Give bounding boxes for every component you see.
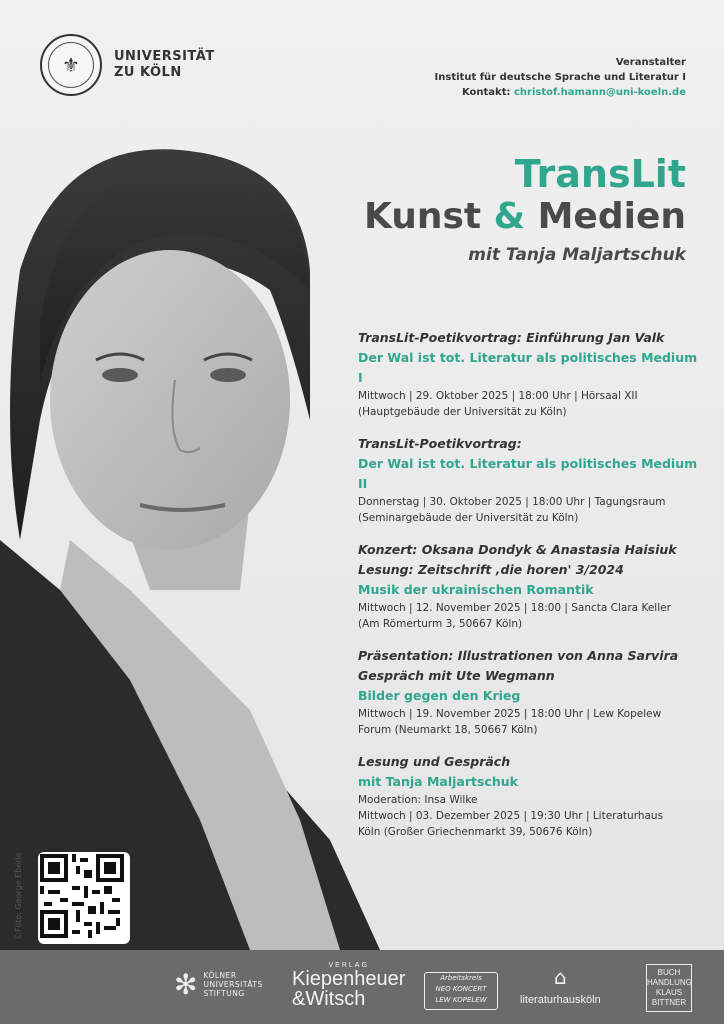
sponsor-lew-kopelew[interactable] <box>424 972 498 1010</box>
event-title: Bilder gegen den Krieg <box>358 688 521 703</box>
event-title: Der Wal ist tot. Literatur als politisches Medium II <box>358 456 698 491</box>
event-kicker: Konzert: Oksana Dondyk & Anastasia Haisiuk <box>358 542 677 557</box>
event-list <box>358 328 698 854</box>
title-translit: TransLit <box>514 152 686 196</box>
kopelew-line2: NEO KONCERT <box>435 985 487 993</box>
event-kicker-2: Lesung: Zeitschrift ‚die horen' 3/2024 <box>358 562 624 577</box>
organiser-institute: Institut für deutsche Sprache und Literatur I <box>434 72 686 83</box>
kiwi-name-2: &Witsch <box>292 988 366 1010</box>
event-info: Mittwoch | 29. Oktober 2025 | 18:00 Uhr | Hörsaal XII <box>358 390 638 402</box>
event-title: mit Tanja Maljartschuk <box>358 774 518 789</box>
title-medien: Medien <box>525 196 686 237</box>
stiftung-name <box>203 971 262 998</box>
event-location: (Hauptgebäude der Universität zu Köln) <box>358 406 567 418</box>
sponsor-literaturhaus-koeln[interactable] <box>520 966 601 1007</box>
kopelew-line1: Arbeitskreis <box>440 974 482 982</box>
event-info: Mittwoch | 03. Dezember 2025 | 19:30 Uhr | Literaturhaus <box>358 810 664 822</box>
literaturhaus-name: literaturhausköln <box>520 994 601 1006</box>
bittner-line1: BUCH <box>657 968 681 977</box>
sponsor-klaus-bittner[interactable] <box>646 964 692 1012</box>
stiftung-line3: STIFTUNG <box>203 989 245 998</box>
bittner-line3: KLAUS <box>655 988 683 997</box>
portrait-photo <box>0 120 420 950</box>
university-logo[interactable] <box>40 34 215 96</box>
event-kicker: Präsentation: Illustrationen von Anna Sarvira <box>358 648 679 663</box>
event-location: (Seminargebäude der Universität zu Köln) <box>358 512 579 524</box>
event-kicker: TransLit-Poetikvortrag: Einführung Jan Valk <box>358 330 665 345</box>
event-kicker: Lesung und Gespräch <box>358 754 511 769</box>
contact-label: Kontakt: <box>461 87 511 98</box>
event-title: Musik der ukrainischen Romantik <box>358 582 594 597</box>
title-kunst-medien <box>364 196 686 238</box>
house-icon: ⌂ <box>554 965 567 989</box>
event-item <box>358 434 698 526</box>
event-kicker-2: Gespräch mit Ute Wegmann <box>358 668 555 683</box>
stiftung-logo-icon: ✻ <box>174 968 198 1001</box>
university-name-line1: UNIVERSITÄT <box>114 49 215 64</box>
university-seal-icon: ⚜ <box>40 34 102 96</box>
bittner-line2: HANDLUNG <box>647 978 692 987</box>
event-kicker: TransLit-Poetikvortrag: <box>358 436 522 451</box>
event-item <box>358 328 698 420</box>
event-info: Donnerstag | 30. Oktober 2025 | 18:00 Uhr | Tagungsraum <box>358 496 666 508</box>
event-item <box>358 540 698 632</box>
organiser-block <box>435 55 686 100</box>
university-name-line2: ZU KÖLN <box>114 65 182 80</box>
stiftung-line1: KÖLNER <box>203 971 237 980</box>
sponsor-koelner-universitaets-stiftung[interactable] <box>174 968 263 1001</box>
title-kunst: Kunst <box>363 196 494 237</box>
event-item <box>358 646 698 738</box>
university-name <box>114 49 215 81</box>
kiwi-label: VERLAG <box>328 962 369 969</box>
event-moderation: Moderation: Insa Wilke <box>358 794 478 806</box>
bittner-line4: BITTNER <box>651 998 687 1007</box>
organiser-contact <box>435 85 686 100</box>
event-location: Forum (Neumarkt 18, 50667 Köln) <box>358 724 538 736</box>
event-location: Köln (Großer Griechenmarkt 39, 50676 Köln) <box>358 826 593 838</box>
qr-code-icon <box>40 854 124 938</box>
kiwi-name-1: Kiepenheuer <box>292 968 406 990</box>
event-title: Der Wal ist tot. Literatur als politisches Medium I <box>358 350 698 385</box>
title-subtitle: mit Tanja Maljartschuk <box>468 245 686 265</box>
title-ampersand: & <box>493 196 526 237</box>
stiftung-line2: UNIVERSITÄTS <box>203 980 263 989</box>
kopelew-line3: LEW KOPELEW <box>435 996 487 1004</box>
sponsor-kiepenheuer-witsch[interactable] <box>292 962 405 1009</box>
event-location: (Am Römerturm 3, 50667 Köln) <box>358 618 523 630</box>
event-info: Mittwoch | 12. November 2025 | 18:00 | Sancta Clara Keller <box>358 602 671 614</box>
poster-title <box>364 152 686 270</box>
event-info: Mittwoch | 19. November 2025 | 18:00 Uhr | Lew Kopelew <box>358 708 662 720</box>
qr-code[interactable] <box>38 852 130 944</box>
organiser-label: Veranstalter <box>615 57 686 68</box>
event-item <box>358 752 698 840</box>
photo-credit: ©Foto: George Eberle <box>14 852 23 940</box>
contact-email-link[interactable]: christof.hamann@uni-koeln.de <box>513 87 686 98</box>
